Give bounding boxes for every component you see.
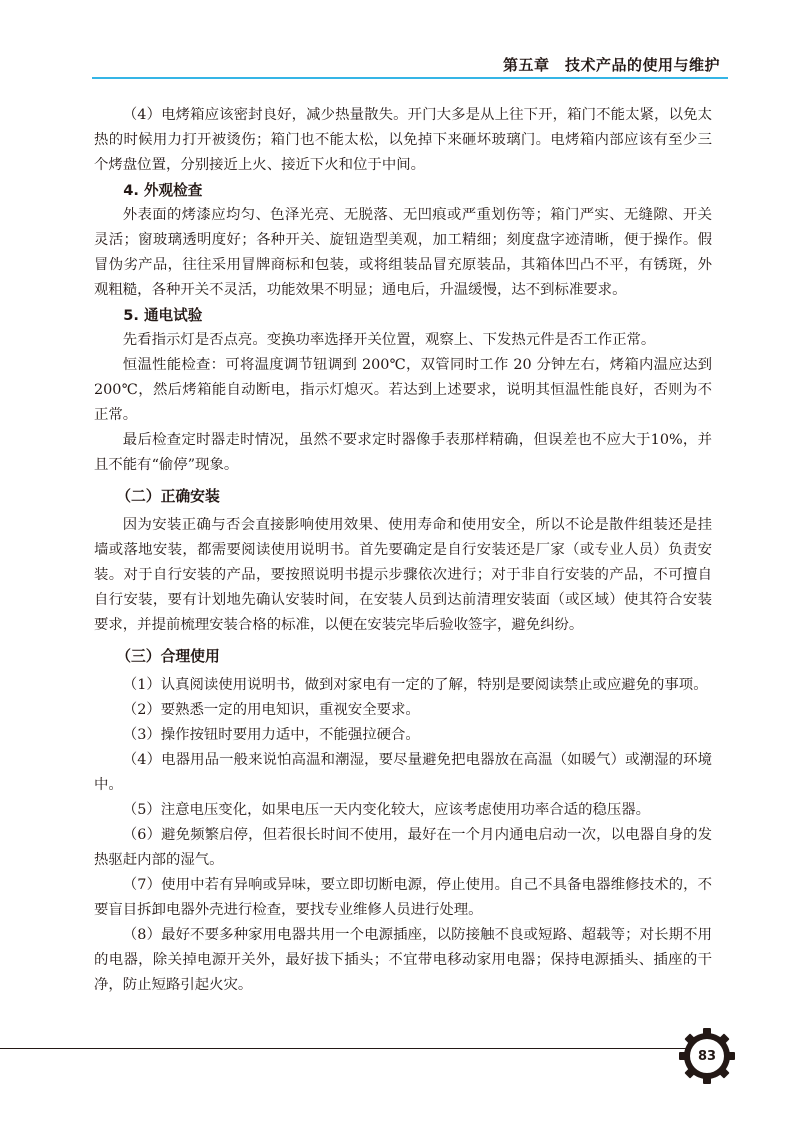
paragraph: 因为安装正确与否会直接影响使用效果、使用寿命和使用安全，所以不论是散件组装还是挂墙或落地安装，都需要阅读使用说明书。首先要确定是自行安装还是厂家（或专业人员）负责安装。对于自行安装的产品，要按照说明书提示步骤依次进行；对于非自行安装的产品，不可擅自自行安装，要有计划地先确认安装时间，在安装人员到达前清理安装面（或区域）使其符合安装要求，并提前梳理安装合格的标准，以便在安装完毕后验收签字，避免纠纷。 (94, 517, 712, 633)
list-item: （6）避免频繁启停，但若很长时间不使用，最好在一个月内通电启动一次，以电器自身的发热驱赶内部的湿气。 (94, 827, 712, 868)
subsection-heading: （二）正确安装 (116, 488, 220, 505)
list-item: （4）电器用品一般来说怕高温和潮湿，要尽量避免把电器放在高温（如暖气）或潮湿的环境中。 (94, 752, 712, 793)
paragraph: 最后检查定时器走时情况，虽然不要求定时器像手表那样精确，但误差也不应大于10%，并且不能有“偷停”现象。 (94, 432, 712, 473)
paragraph: 先看指示灯是否点亮。变换功率选择开关位置，观察上、下发热元件是否工作正常。 (122, 332, 656, 348)
page-number: 83 (697, 1048, 717, 1064)
section-heading: 5. 通电试验 (123, 307, 203, 324)
footer-rule (0, 1048, 690, 1049)
list-item: （3）操作按钮时要用力适中，不能强拉硬合。 (122, 727, 420, 743)
list-item: （7）使用中若有异响或异味，要立即切断电源，停止使用。自己不具备电器维修技术的，不要盲目拆卸电器外壳进行检查，要找专业维修人员进行处理。 (94, 877, 712, 918)
list-item: （8）最好不要多种家用电器共用一个电源插座，以防接触不良或短路、超载等；对长期不用的电器，除关掉电源开关外，最好拔下插头；不宜带电移动家用电器；保持电源插头、插座的干净，防止短路引起火灾。 (94, 927, 712, 993)
list-item: （1）认真阅读使用说明书，做到对家电有一定的了解，特别是要阅读禁止或应避免的事项。 (122, 677, 708, 693)
paragraph: （4）电烤箱应该密封良好，减少热量散失。开门大多是从上往下开，箱门不能太紧，以免太热的时候用力打开被烫伤；箱门也不能太松，以免掉下来砸坏玻璃门。电烤箱内部应该有至少三个烤盘位置，分别接近上火、接近下火和位于中间。 (94, 107, 712, 173)
header-rule (92, 77, 728, 79)
paragraph: 外表面的烤漆应均匀、色泽光亮、无脱落、无凹痕或严重划伤等；箱门严实、无缝隙、开关灵活；窗玻璃透明度好；各种开关、旋钮造型美观，加工精细；刻度盘字迹清晰，便于操作。假冒伪劣产品，往往采用冒牌商标和包装，或将组装品冒充原装品，其箱体凹凸不平，有锈斑，外观粗糙，各种开关不灵活，功能效果不明显；通电后，升温缓慢，达不到标准要求。 (94, 207, 712, 298)
list-item: （5）注意电压变化，如果电压一天内变化较大，应该考虑使用功率合适的稳压器。 (122, 802, 651, 818)
running-header: 第五章 技术产品的使用与维护 (502, 56, 720, 74)
list-item: （2）要熟悉一定的用电知识，重视安全要求。 (122, 702, 420, 718)
paragraph: 恒温性能检查：可将温度调节钮调到 200℃，双管同时工作 20 分钟左右，烤箱内温应达到200℃，然后烤箱能自动断电，指示灯熄灭。若达到上述要求，说明其恒温性能良好，否则为不正常。 (94, 357, 712, 423)
section-heading: 4. 外观检查 (123, 182, 203, 199)
subsection-heading: （三）合理使用 (116, 648, 220, 665)
page-body (94, 103, 712, 998)
